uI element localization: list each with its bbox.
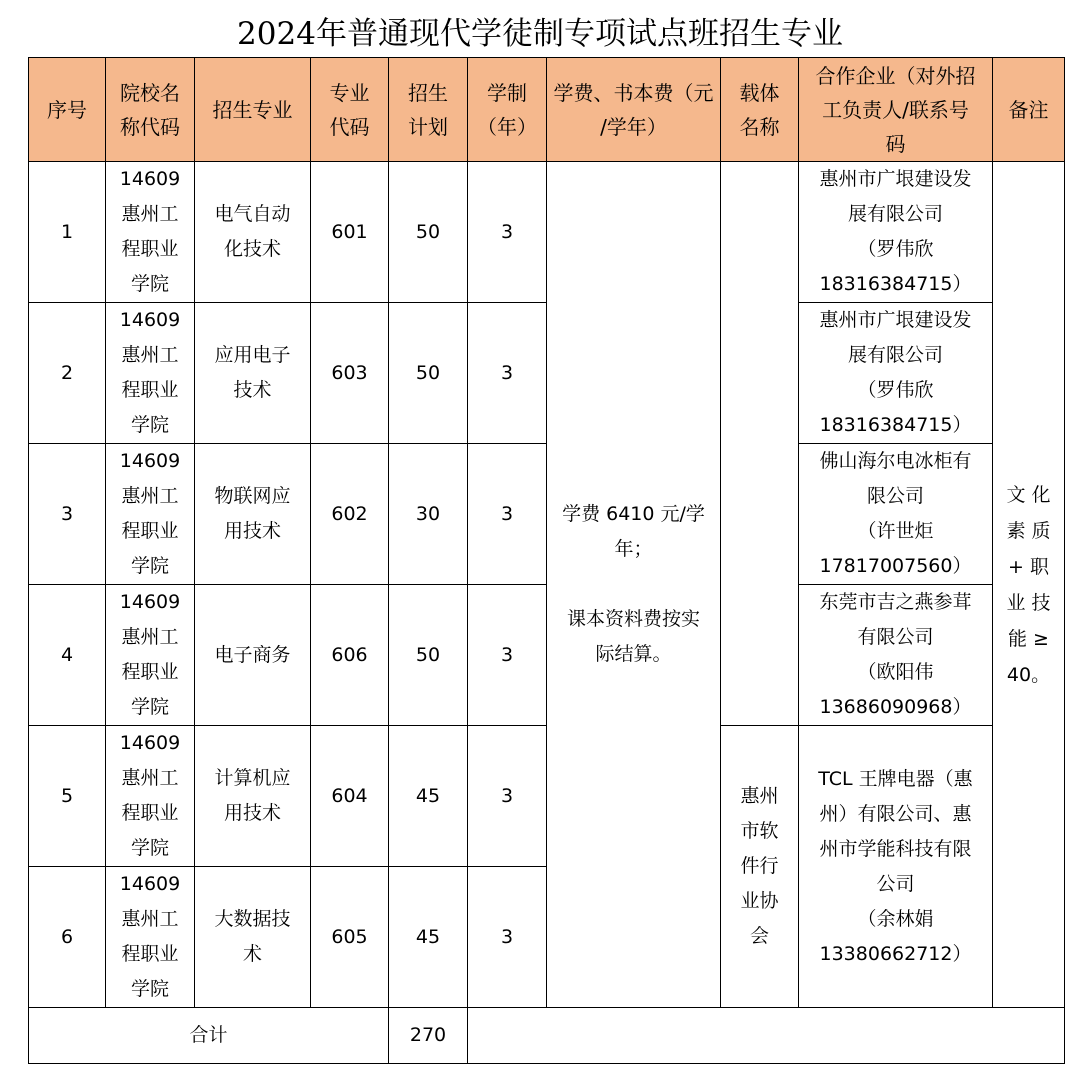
header-major: 招生专业 bbox=[195, 58, 311, 162]
cell-school: 14609 惠州工 程职业 学院 bbox=[106, 867, 195, 1008]
total-value: 270 bbox=[389, 1008, 468, 1064]
cell-seq: 5 bbox=[29, 726, 106, 867]
cell-major: 电子商务 bbox=[195, 585, 311, 726]
cell-years: 3 bbox=[468, 726, 547, 867]
cell-major: 应用电子 技术 bbox=[195, 303, 311, 444]
table-header-row bbox=[29, 58, 1065, 162]
cell-school: 14609 惠州工 程职业 学院 bbox=[106, 303, 195, 444]
cell-seq: 1 bbox=[29, 162, 106, 303]
enrollment-table bbox=[28, 57, 1065, 1064]
total-label: 合计 bbox=[29, 1008, 389, 1064]
header-note: 备注 bbox=[993, 58, 1065, 162]
header-school: 院校名 称代码 bbox=[106, 58, 195, 162]
cell-partner: 东莞市吉之燕参茸 有限公司 （欧阳伟 13686090968） bbox=[799, 585, 993, 726]
cell-plan: 50 bbox=[389, 303, 468, 444]
cell-plan: 50 bbox=[389, 585, 468, 726]
cell-carrier: 惠州 市软 件行 业协 会 bbox=[721, 726, 799, 1008]
cell-seq: 6 bbox=[29, 867, 106, 1008]
cell-years: 3 bbox=[468, 585, 547, 726]
cell-school: 14609 惠州工 程职业 学院 bbox=[106, 162, 195, 303]
cell-code: 601 bbox=[311, 162, 389, 303]
cell-partner: 惠州市广垠建设发 展有限公司 （罗伟欣 18316384715） bbox=[799, 162, 993, 303]
cell-code: 603 bbox=[311, 303, 389, 444]
cell-seq: 2 bbox=[29, 303, 106, 444]
cell-major: 物联网应 用技术 bbox=[195, 444, 311, 585]
page-title: 2024年普通现代学徒制专项试点班招生专业 bbox=[237, 16, 843, 52]
cell-seq: 3 bbox=[29, 444, 106, 585]
cell-partner: TCL 王牌电器（惠 州）有限公司、惠 州市学能科技有限 公司 （余林娟 13380662712） bbox=[799, 726, 993, 1008]
cell-major: 电气自动 化技术 bbox=[195, 162, 311, 303]
cell-years: 3 bbox=[468, 867, 547, 1008]
total-empty bbox=[468, 1008, 1065, 1064]
cell-years: 3 bbox=[468, 444, 547, 585]
header-code: 专业 代码 bbox=[311, 58, 389, 162]
header-fee: 学费、书本费（元 /学年） bbox=[547, 58, 721, 162]
cell-major: 计算机应 用技术 bbox=[195, 726, 311, 867]
header-plan: 招生 计划 bbox=[389, 58, 468, 162]
header-seq: 序号 bbox=[29, 58, 106, 162]
cell-carrier-empty bbox=[721, 162, 799, 726]
table-row bbox=[29, 162, 1065, 303]
cell-school: 14609 惠州工 程职业 学院 bbox=[106, 444, 195, 585]
cell-fee: 学费 6410 元/学 年； 课本资料费按实 际结算。 bbox=[547, 162, 721, 1008]
cell-code: 602 bbox=[311, 444, 389, 585]
cell-note: 文 化 素 质 + 职 业 技 能 ≥ 40。 bbox=[993, 162, 1065, 1008]
cell-plan: 45 bbox=[389, 867, 468, 1008]
total-row bbox=[29, 1008, 1065, 1064]
cell-partner: 惠州市广垠建设发 展有限公司 （罗伟欣 18316384715） bbox=[799, 303, 993, 444]
cell-seq: 4 bbox=[29, 585, 106, 726]
cell-code: 604 bbox=[311, 726, 389, 867]
cell-school: 14609 惠州工 程职业 学院 bbox=[106, 726, 195, 867]
cell-partner: 佛山海尔电冰柜有 限公司 （许世炬 17817007560） bbox=[799, 444, 993, 585]
cell-plan: 50 bbox=[389, 162, 468, 303]
header-partner: 合作企业（对外招 工负责人/联系号 码 bbox=[799, 58, 993, 162]
cell-years: 3 bbox=[468, 162, 547, 303]
cell-plan: 30 bbox=[389, 444, 468, 585]
header-years: 学制 （年） bbox=[468, 58, 547, 162]
cell-school: 14609 惠州工 程职业 学院 bbox=[106, 585, 195, 726]
header-carrier: 载体 名称 bbox=[721, 58, 799, 162]
cell-major: 大数据技 术 bbox=[195, 867, 311, 1008]
cell-code: 605 bbox=[311, 867, 389, 1008]
cell-code: 606 bbox=[311, 585, 389, 726]
cell-plan: 45 bbox=[389, 726, 468, 867]
cell-years: 3 bbox=[468, 303, 547, 444]
